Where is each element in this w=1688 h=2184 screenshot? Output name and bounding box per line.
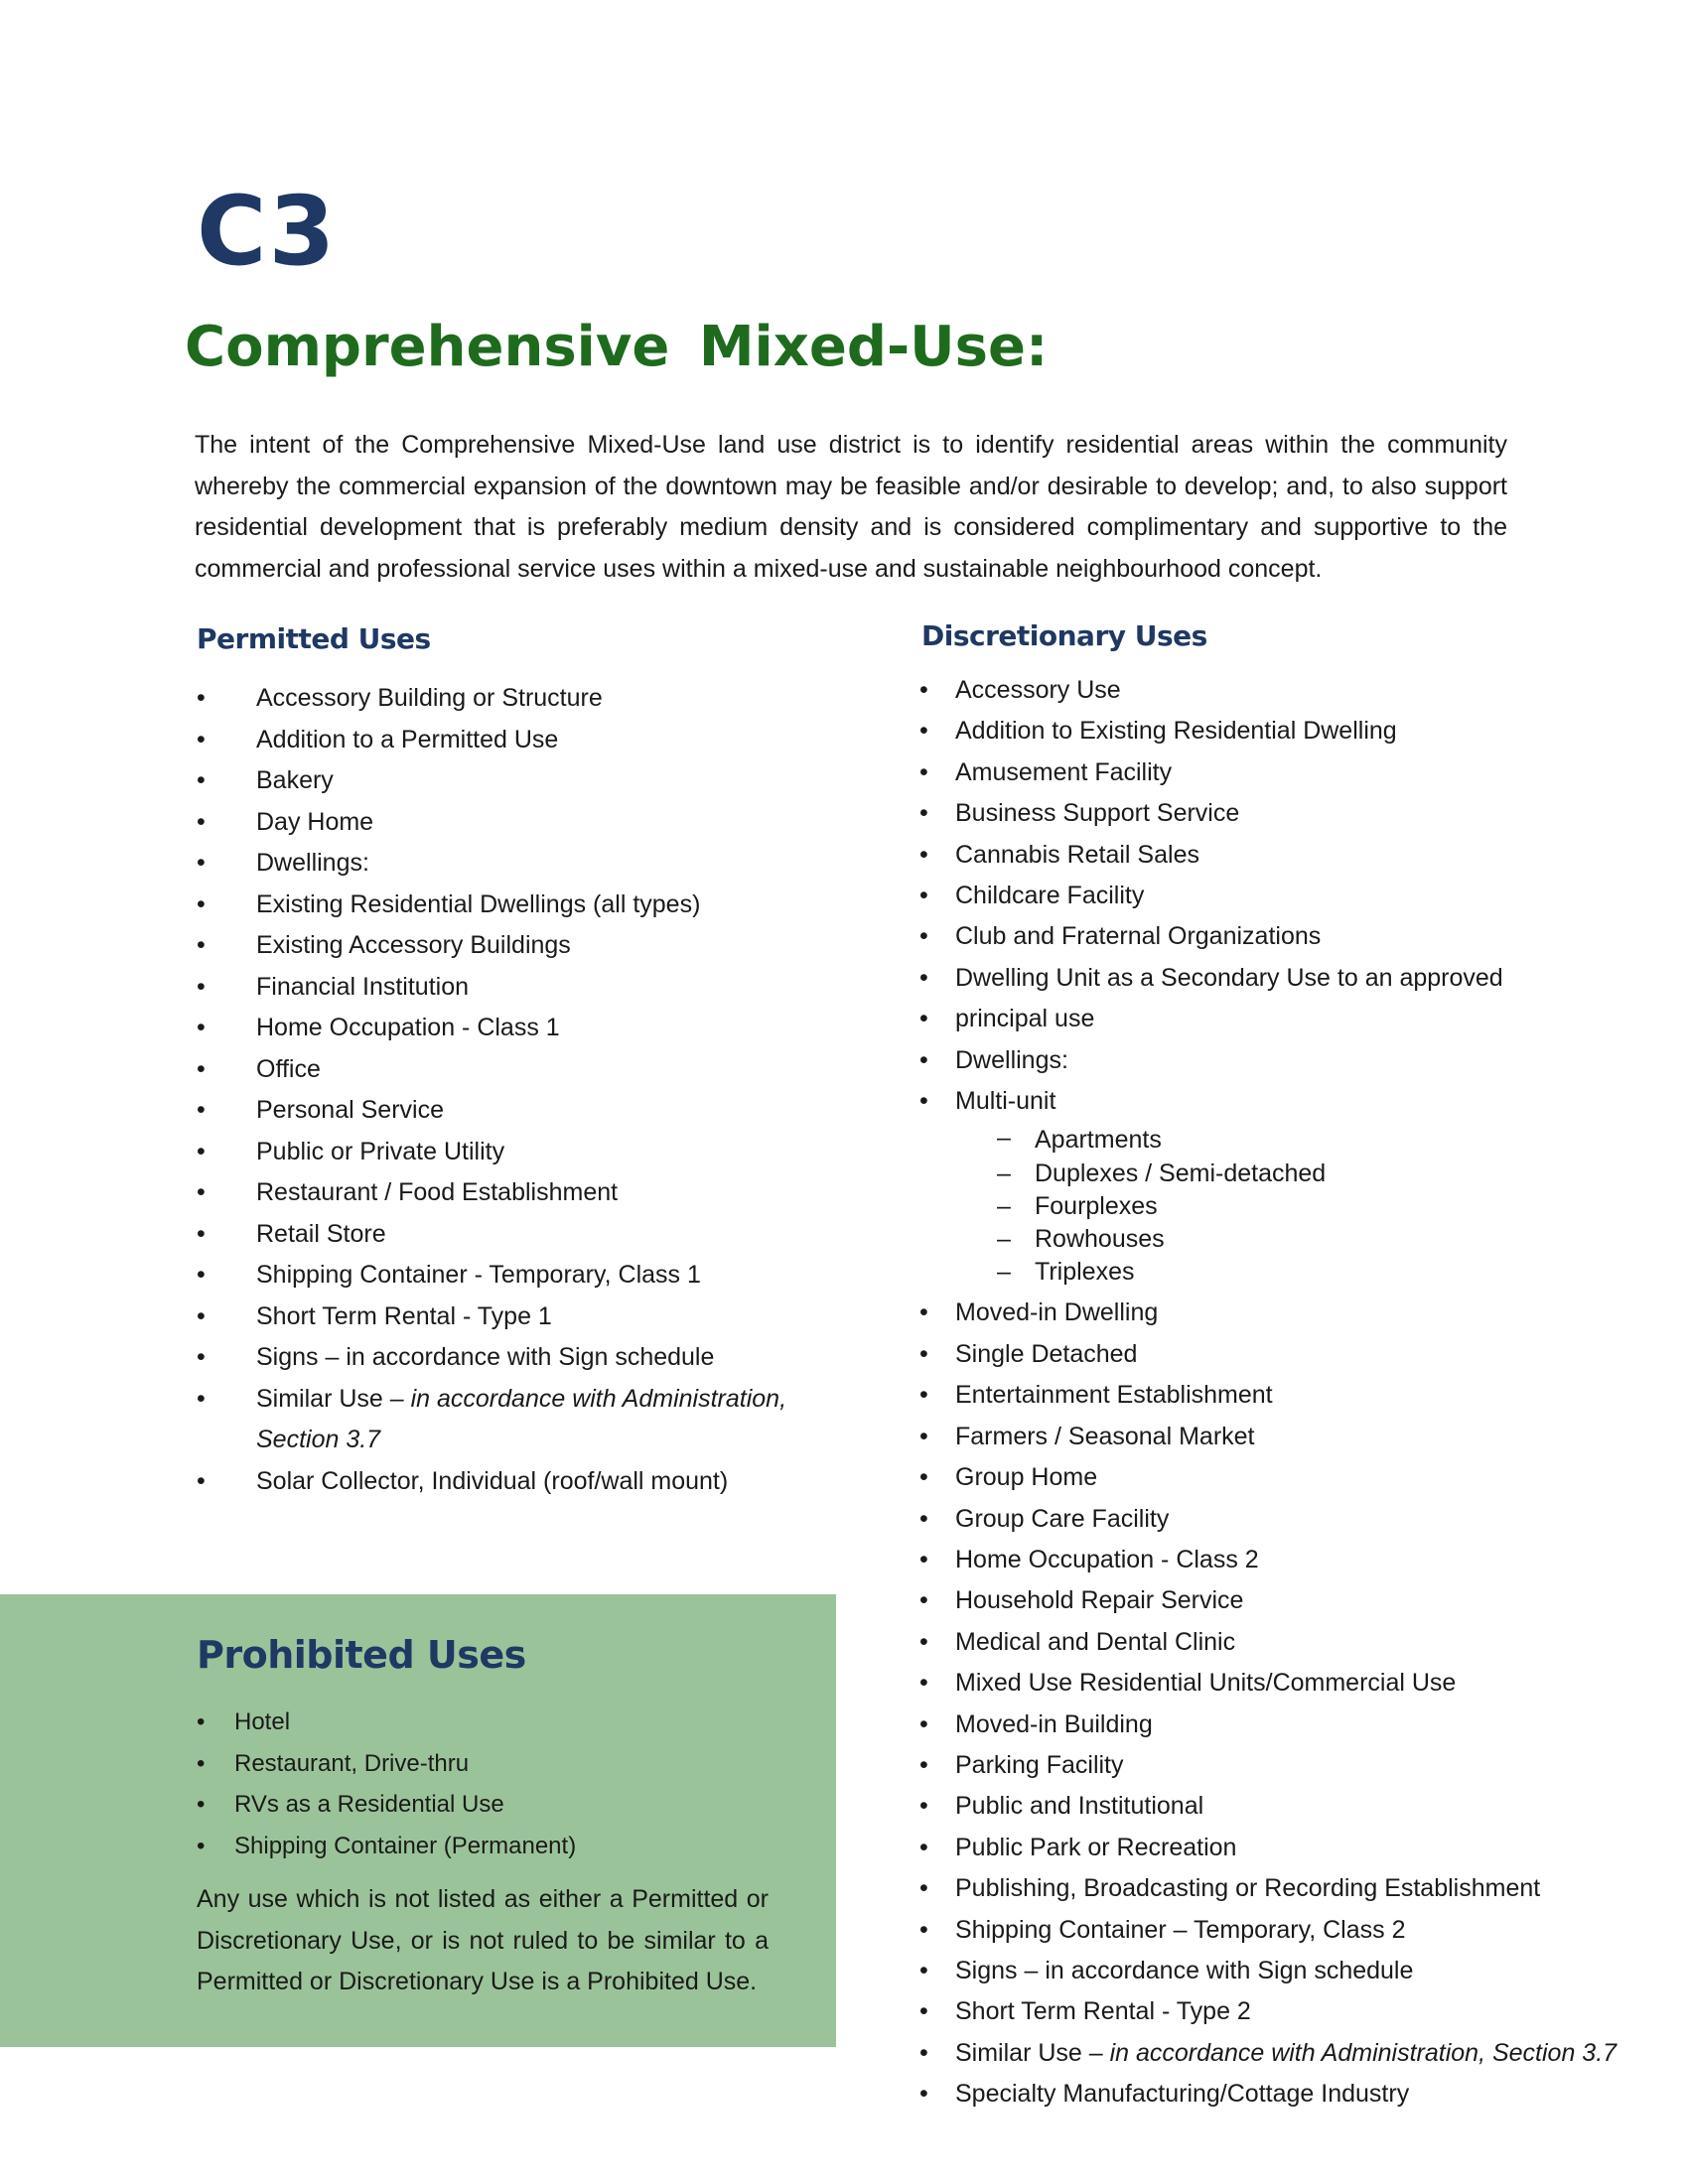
- sub-list-item: – Apartments: [917, 1122, 1652, 1157]
- list-item: • Dwelling Unit as a Secondary Use to an approved: [917, 958, 1652, 999]
- list-item: • Medical and Dental Clinic: [917, 1622, 1652, 1663]
- list-item: • Solar Collector, Individual (roof/wall mount): [195, 1461, 810, 1503]
- list-item: • Accessory Use: [917, 670, 1652, 711]
- intro-paragraph: The intent of the Comprehensive Mixed-Use land use district is to identify residential areas within the community whereby the commercial expansion of the downtown may be feasible and/or desirable to develop; and, to also support residential development that is preferably medium density and is considered complimentary and supportive to the commercial and professional service uses within a mixed-use and sustainable neighbourhood concept.: [195, 431, 1507, 583]
- list-item: • Home Occupation - Class 2: [917, 1540, 1652, 1580]
- list-item: • Shipping Container (Permanent): [195, 1826, 790, 1867]
- list-item: • Financial Institution: [195, 967, 810, 1009]
- list-item: • Public or Private Utility: [195, 1132, 810, 1173]
- list-item: • Existing Residential Dwellings (all types): [195, 885, 810, 926]
- prohibited-uses-heading: Prohibited Uses: [197, 1633, 526, 1677]
- similar-use-label: Similar Use –: [256, 1384, 411, 1413]
- district-code: C3: [197, 176, 338, 287]
- list-item: • Shipping Container – Temporary, Class 2: [917, 1910, 1652, 1951]
- list-item: • Household Repair Service: [917, 1580, 1652, 1621]
- prohibited-uses-list: [195, 1702, 790, 1866]
- list-item: • Personal Service: [195, 1090, 810, 1132]
- list-item: • Home Occupation - Class 1: [195, 1008, 810, 1049]
- list-item: • Dwellings:: [195, 843, 810, 885]
- similar-use-reference-section: Section 3.7: [256, 1426, 381, 1453]
- list-item: • Multi-unit: [917, 1081, 1652, 1122]
- discretionary-uses-list: [917, 670, 1652, 2116]
- list-item: • Group Care Facility: [917, 1499, 1652, 1540]
- list-item: • Childcare Facility: [917, 876, 1652, 916]
- prohibited-uses-note: Any use which is not listed as either a Permitted or Discretionary Use, or is not ruled to be similar to a Permitted or Discretionary Use is a Prohibited Use.: [197, 1885, 769, 1995]
- list-item: • Shipping Container - Temporary, Class 1: [195, 1255, 810, 1297]
- list-item: • Moved-in Building: [917, 1705, 1652, 1745]
- list-item: • Farmers / Seasonal Market: [917, 1417, 1652, 1457]
- list-item: • Day Home: [195, 802, 810, 844]
- list-item: • Addition to Existing Residential Dwelling: [917, 711, 1652, 751]
- list-item: • Addition to a Permitted Use: [195, 720, 810, 761]
- list-item-similar-use: [917, 2033, 1652, 2074]
- list-item: • Specialty Manufacturing/Cottage Industry: [917, 2074, 1652, 2115]
- list-item: • RVs as a Residential Use: [195, 1784, 790, 1826]
- discretionary-uses-heading: Discretionary Uses: [921, 619, 1207, 652]
- list-item: • Entertainment Establishment: [917, 1375, 1652, 1416]
- list-item: • Business Support Service: [917, 793, 1652, 834]
- list-item: • Cannabis Retail Sales: [917, 835, 1652, 876]
- list-item: • Amusement Facility: [917, 752, 1652, 793]
- list-item: • Signs – in accordance with Sign schedule: [917, 1951, 1652, 1991]
- sub-list-item: – Duplexes / Semi-detached: [917, 1158, 1652, 1190]
- list-item: • Accessory Building or Structure: [195, 678, 810, 720]
- district-title: Comprehensive Mixed-Use:: [185, 315, 1049, 379]
- list-item: • Moved-in Dwelling: [917, 1293, 1652, 1333]
- list-item: • Restaurant / Food Establishment: [195, 1172, 810, 1214]
- list-item: • Office: [195, 1049, 810, 1091]
- list-item: • Dwellings:: [917, 1040, 1652, 1081]
- list-item: • Parking Facility: [917, 1745, 1652, 1786]
- list-item: • Bakery: [195, 760, 810, 802]
- sub-list-item: – Triplexes: [917, 1256, 1652, 1293]
- list-item: • Short Term Rental - Type 1: [195, 1297, 810, 1338]
- list-item: • Public Park or Recreation: [917, 1828, 1652, 1868]
- permitted-uses-heading: Permitted Uses: [197, 622, 431, 655]
- similar-use-reference: in accordance with Administration,: [410, 1384, 787, 1413]
- permitted-uses-list: [195, 678, 810, 1502]
- list-item: • Publishing, Broadcasting or Recording Establishment: [917, 1868, 1652, 1909]
- list-item: • Short Term Rental - Type 2: [917, 1991, 1652, 2032]
- sub-list-item: – Rowhouses: [917, 1223, 1652, 1256]
- list-item: • Mixed Use Residential Units/Commercial Use: [917, 1663, 1652, 1704]
- list-item: • Signs – in accordance with Sign schedule: [195, 1337, 810, 1379]
- list-item: • Existing Accessory Buildings: [195, 925, 810, 967]
- list-item: • Retail Store: [195, 1214, 810, 1256]
- list-item: • Restaurant, Drive-thru: [195, 1743, 790, 1785]
- list-item: • Hotel: [195, 1702, 790, 1743]
- list-item: • Club and Fraternal Organizations: [917, 916, 1652, 957]
- list-item: • principal use: [917, 999, 1652, 1039]
- list-item: • Group Home: [917, 1457, 1652, 1498]
- list-item-similar-use: [195, 1379, 810, 1461]
- sub-list-item: – Fourplexes: [917, 1190, 1652, 1223]
- list-item: • Single Detached: [917, 1334, 1652, 1375]
- list-item: • Public and Institutional: [917, 1786, 1652, 1827]
- similar-use-reference: in accordance with Administration, Section 3.7: [1109, 2038, 1618, 2067]
- similar-use-label: Similar Use –: [955, 2038, 1110, 2067]
